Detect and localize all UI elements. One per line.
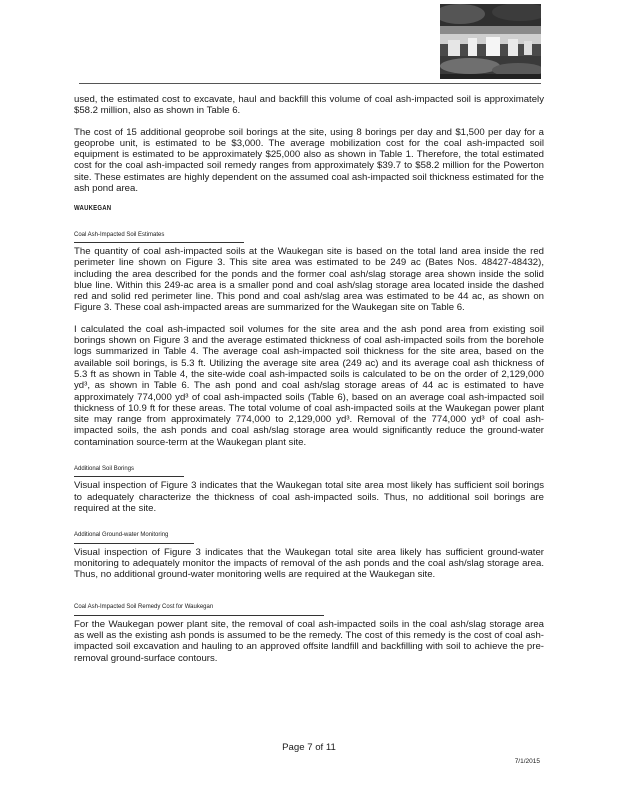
paragraph-remedy-cost-waukegan: For the Waukegan power plant site, the removal of coal ash-impacted soils in the coal ash/slag storage area as well as the existing ash ponds is assumed to be the remedy. The cost of this remedy is the cost of coal ash-impacted soil excavation and hauling to an approved offsite landfill and backfilling with soil to achieve the pre-removal ground-surface contours. — [74, 618, 544, 664]
subheading-coal-ash-estimates: Coal Ash-Impacted Soil Estimates — [74, 230, 244, 243]
subheading-additional-soil-borings: Additional Soil Borings — [74, 464, 184, 477]
subheading-groundwater-monitoring: Additional Ground-water Monitoring — [74, 530, 194, 543]
waterfall-photo — [440, 4, 541, 79]
footer-date: 7/1/2015 — [514, 758, 540, 765]
paragraph-powerton-cost-continued: used, the estimated cost to excavate, haul and backfill this volume of coal ash-impacted soil is approximately $58.2 million, also as shown in Table 6. — [74, 94, 544, 117]
paragraph-waukegan-volumes: I calculated the coal ash-impacted soil volumes for the site area and the ash pond area from existing soil borings shown on Figure 3 and the average estimated thickness of coal ash-impacted soils from the borehole logs summarized in Table 4. The average coal ash-impacted soil thickness for the site area, based on the available soil borings, is 5.3 ft. Utilizing the average site area (249 ac) and its average coal ash thickness of 5.3 ft as shown in Table 4, the site-wide coal ash-impacted soils is calculated to be on the order of 2,129,000 yd³, as shown in Table 6. The ash pond and coal ash/slag storage areas of 44 ac is estimated to have approximately 774,000 yd³ of coal ash-impacted soils (Table 6), based on an average coal ash-impacted soil thickness of 10.9 ft for these areas. The total volume of coal ash-impacted soils at the Waukegan power plant site may range from approximately 774,000 to 2,129,000 yd³. Removal of the 774,000 yd³ of coal ash-impacted soils, the ash ponds and coal ash/slag storage area would significantly reduce the ground-water contamination source-term at the Waukegan plant site. — [74, 323, 544, 448]
paragraph-groundwater-monitoring: Visual inspection of Figure 3 indicates that the Waukegan total site area likely has sufficient ground-water monitoring to adequately monitor the impacts of removal of the ash ponds and the coal ash/slag storage area. Thus, no additional ground-water monitoring wells are required at the Waukegan site. — [74, 546, 544, 581]
paragraph-waukegan-quantity: The quantity of coal ash-impacted soils at the Waukegan site is based on the total land area inside the red perimeter line shown on Figure 3. This site area was estimated to be 249 ac (Bates Nos. 48427-48432), including the area described for the ponds and the former coal ash/slag storage area shown inside the solid blue line. Within this 249-ac area is a smaller pond and coal ash/slag storage area located inside the dashed red and solid red perimeter line. This pond and coal ash/slag area was estimated to be 44 ac, as shown on Figure 3. These coal ash-impacted areas are summarized for the Waukegan site on Table 6. — [74, 245, 544, 314]
page-number: Page 7 of 11 — [282, 742, 336, 753]
section-title-waukegan: WAUKEGAN — [74, 205, 112, 213]
paragraph-soil-borings: Visual inspection of Figure 3 indicates that the Waukegan total site area most likely has sufficient soil borings to adequately characterize the thickness of coal ash-impacted soils. Thus, no additional soil borings are required at the site. — [74, 480, 544, 514]
header-divider — [79, 83, 541, 84]
subheading-remedy-cost-waukegan: Coal Ash-Impacted Soil Remedy Cost for Waukegan — [74, 602, 324, 615]
paragraph-powerton-remedy-total: The cost of 15 additional geoprobe soil borings at the site, using 8 borings per day and $1,500 per day for a geoprobe unit, is estimated to be $3,000. The average mobilization cost for the coal ash-impacted soil equipment is estimated to be approximately $25,000 also as shown in Table 1. Therefore, the total estimated cost for the coal ash-impacted soil remedy ranges from approximately $39.7 to $58.2 million for the Powerton site. These estimates are highly dependent on the assumed coal ash-impacted soil thickness estimated for the ash pond area. — [74, 126, 544, 195]
waterfall-image-graphic — [440, 4, 541, 79]
document-body — [74, 94, 544, 674]
